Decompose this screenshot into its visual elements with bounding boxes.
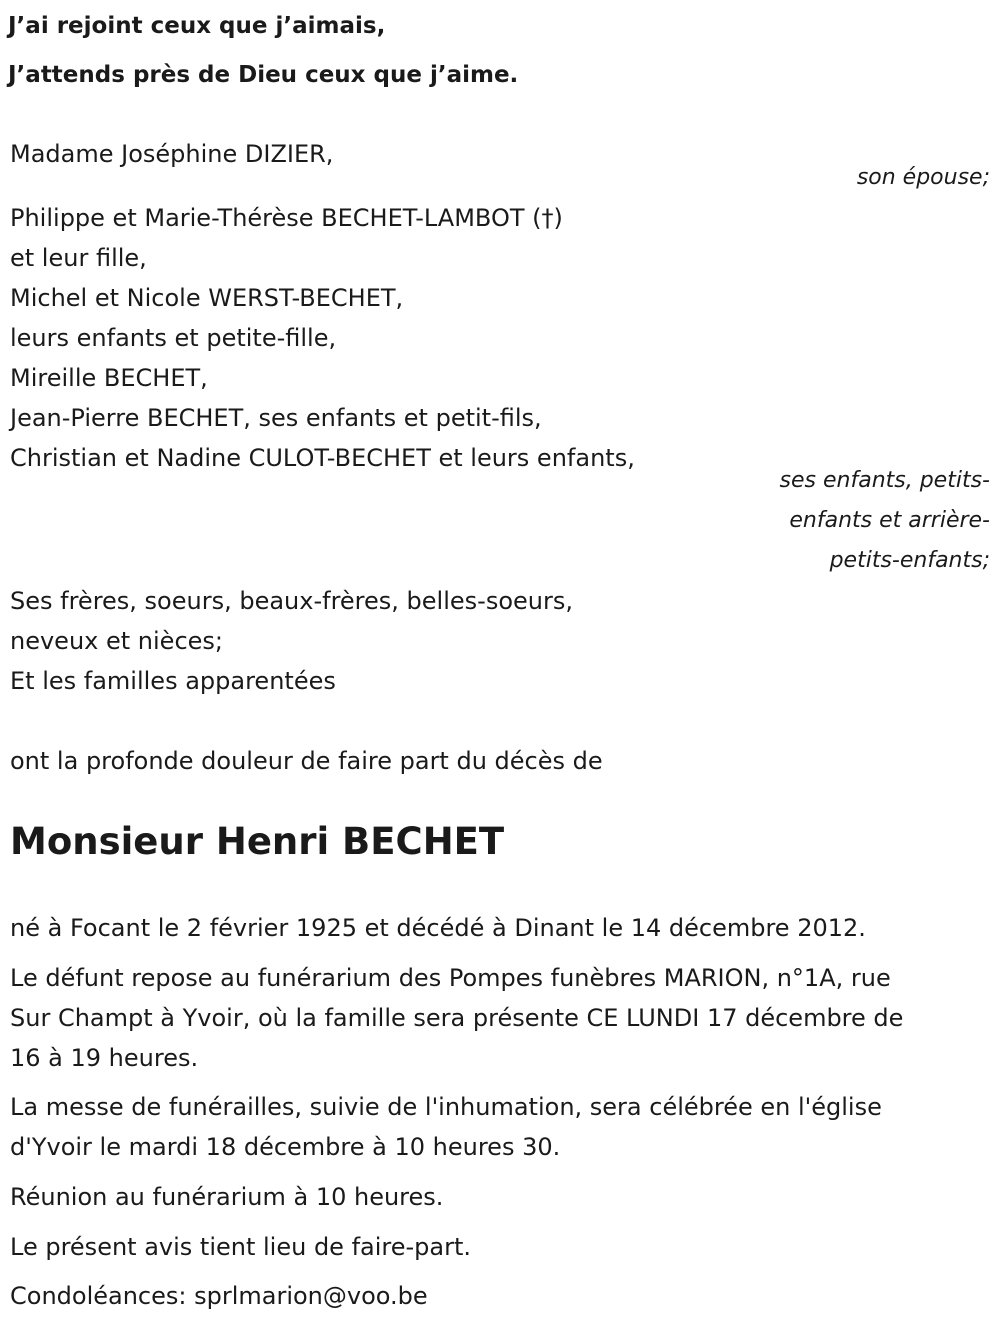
children-line-4: leurs enfants et petite-fille, (10, 324, 337, 352)
detail-funerarium-line-3: 16 à 19 heures. (10, 1044, 199, 1072)
detail-mass-line-2: d'Yvoir le mardi 18 décembre à 10 heures 30. (10, 1133, 561, 1161)
deceased-name: Monsieur Henri BECHET (10, 820, 505, 863)
relatives-line-2: neveux et nièces; (10, 627, 223, 655)
detail-funerarium-line-2: Sur Champt à Yvoir, où la famille sera présente CE LUNDI 17 décembre de (10, 1004, 904, 1032)
relatives-line-1: Ses frères, soeurs, beaux-frères, belles-soeurs, (10, 587, 573, 615)
detail-meeting: Réunion au funérarium à 10 heures. (10, 1183, 444, 1211)
verse-line-2: J’attends près de Dieu ceux que j’aime. (8, 62, 519, 88)
children-line-3: Michel et Nicole WERST-BECHET, (10, 284, 404, 312)
children-line-7: Christian et Nadine CULOT-BECHET et leurs enfants, (10, 444, 635, 472)
relatives-line-3: Et les familles apparentées (10, 667, 336, 695)
children-role-line-2: enfants et arrière- (789, 508, 990, 533)
announcement: ont la profonde douleur de faire part du décès de (10, 747, 603, 775)
verse-line-1: J’ai rejoint ceux que j’aimais, (8, 13, 386, 39)
spouse-name: Madame Joséphine DIZIER, (10, 140, 334, 168)
children-role-line-1: ses enfants, petits- (779, 468, 990, 493)
detail-notice: Le présent avis tient lieu de faire-part. (10, 1233, 472, 1261)
detail-condolences: Condoléances: sprlmarion@voo.be (10, 1282, 428, 1310)
children-line-6: Jean-Pierre BECHET, ses enfants et petit-fils, (10, 404, 542, 432)
children-line-2: et leur fille, (10, 244, 147, 272)
detail-funerarium-line-1: Le défunt repose au funérarium des Pompes funèbres MARION, n°1A, rue (10, 964, 891, 992)
detail-birth-death: né à Focant le 2 février 1925 et décédé à Dinant le 14 décembre 2012. (10, 914, 866, 942)
children-role-line-3: petits-enfants; (829, 548, 990, 573)
children-line-5: Mireille BECHET, (10, 364, 208, 392)
detail-mass-line-1: La messe de funérailles, suivie de l'inhumation, sera célébrée en l'église (10, 1093, 882, 1121)
children-line-1: Philippe et Marie-Thérèse BECHET-LAMBOT (†) (10, 204, 563, 232)
spouse-role: son épouse; (856, 165, 990, 190)
